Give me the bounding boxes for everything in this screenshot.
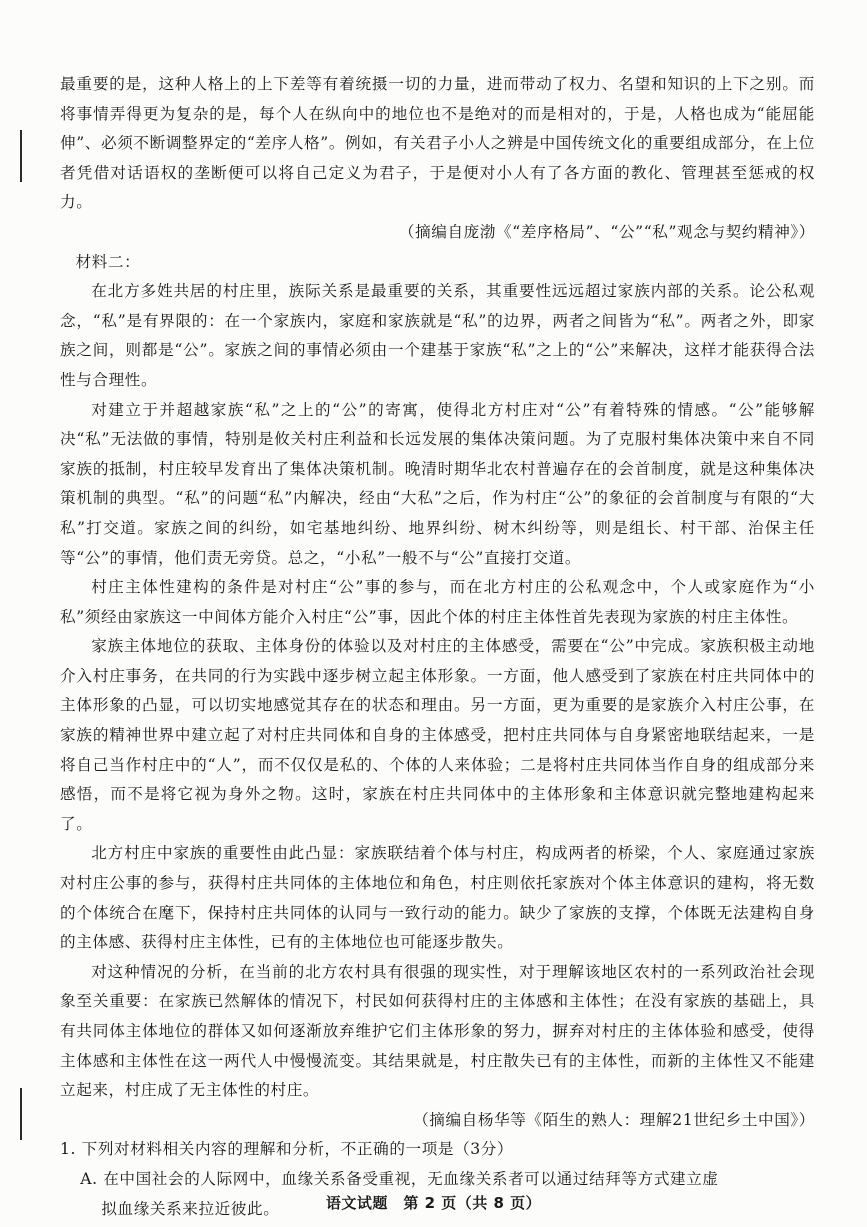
material-paragraph: 在北方多姓共居的村庄里，族际关系是最重要的关系，其重要性远远超过家族内部的关系。论公私观念，“私”是有界限的：在一个家族内，家庭和家族就是“私”的边界，两者之间皆为“私”。两者之外，即家族之间，则都是“公”。家族之间的事情必须由一个建基于家族“私”之上的“公”来解决，这样才能获得合法性与合理性。 bbox=[60, 282, 815, 389]
question-stem: 1. 下列对材料相关内容的理解和分析，不正确的一项是（3分） bbox=[60, 1140, 514, 1159]
material-paragraph: 对这种情况的分析，在当前的北方农村具有很强的现实性，对于理解该地区农村的一系列政治社会现象至关重要：在家族已然解体的情况下，村民如何获得村庄的主体感和主体性；在没有家族的基础上，具有共同体主体地位的群体又如何逐渐放弃维护它们主体形象的努力，摒弃对村庄的主体体验和感受，使得主体感和主体性在这一两代人中慢慢流变。其结果就是，村庄散失已有的主体性，而新的主体性又不能建立起来，村庄成了无主体性的村庄。 bbox=[60, 962, 815, 1100]
material-paragraph: 对建立于并超越家族“私”之上的“公”的寄寓，使得北方村庄对“公”有着特殊的情感。“公”能够解决“私”无法做的事情，特别是攸关村庄利益和长远发展的集体决策问题。为了克服村集体决策中来自不同家族的抵制，村庄较早发育出了集体决策机制。晚清时期华北农村普遍存在的会首制度，就是这种集体决策机制的典型。“私”的问题“私”内解决，经由“大私”之后，作为村庄“公”的象征的会首制度与有限的“大私”打交道。家族之间的纠纷，如宅基地纠纷、地界纠纷、树木纠纷等，则是组长、村干部、治保主任等“公”的事情，他们责无旁贷。总之，“小私”一般不与“公”直接打交道。 bbox=[60, 400, 815, 567]
margin-bar-top bbox=[20, 130, 22, 182]
material-paragraph: 家族主体地位的获取、主体身份的体验以及对村庄的主体感受，需要在“公”中完成。家族积极主动地介入村庄事务，在共同的行为实践中逐步树立起主体形象。一方面，他人感受到了家族在村庄共同体中的主体形象的凸显，可以切实地感觉其存在的状态和理由。另一方面，更为重要的是家族介入村庄公事，在家族的精神世界中建立起了对村庄共同体和自身的主体感受，把村庄共同体与自身紧密地联结起来，一是将自己当作村庄中的“人”，而不仅仅是私的、个体的人来体验；二是将村庄共同体当作自身的组成部分来感悟，而不是将它视为身外之物。这时，家族在村庄共同体中的主体形象和主体意识就完整地建构起来了。 bbox=[60, 637, 815, 833]
continuation-paragraph: 最重要的是，这种人格上的上下差等有着统摄一切的力量，进而带动了权力、名望和知识的上下之别。而将事情弄得更为复杂的是，每个人在纵向中的地位也不是绝对的而是相对的，于是，人格也成为“能屈能伸”、必须不断调整界定的“差序人格”。例如，有关君子小人之辨是中国传统文化的重要组成部分，在上位者凭借对话语权的垄断便可以将自己定义为君子，于是便对小人有了各方面的教化、管理甚至惩戒的权力。 bbox=[60, 75, 815, 212]
option-a-line1: A. 在中国社会的人际网中，血缘关系备受重视，无血缘关系者可以通过结拜等方式建立虚 bbox=[80, 1169, 719, 1188]
page-footer: 语文试题 第 2 页（共 8 页） bbox=[325, 1194, 542, 1212]
material-paragraph: 北方村庄中家族的重要性由此凸显：家族联结着个体与村庄，构成两者的桥梁，个人、家庭通过家族对村庄公事的参与，获得村庄共同体的主体地位和角色，村庄则依托家族对个体主体意识的建构，将无数的个体统合在麾下，保持村庄共同体的认同与一致行动的能力。缺少了家族的支撑，个体既无法建构自身的主体感、获得村庄主体性，已有的主体地位也可能逐步散失。 bbox=[60, 844, 815, 952]
source-citation-1: （摘编自庞渤《“差序格局”、“公”“私”观念与契约精神》） bbox=[398, 222, 815, 241]
document-body bbox=[60, 70, 815, 1224]
material-paragraph: 村庄主体性建构的条件是对村庄“公”事的参与，而在北方村庄的公私观念中，个人或家庭作为“小私”须经由家族这一中间体方能介入村庄“公”事，因此个体的村庄主体性首先表现为家族的村庄主体性。 bbox=[60, 578, 815, 626]
source-citation-2: （摘编自杨华等《陌生的熟人：理解21世纪乡土中国》） bbox=[413, 1110, 815, 1129]
option-a-line2: 拟血缘关系来拉近彼此。 bbox=[101, 1199, 280, 1218]
material-heading: 材料二： bbox=[75, 252, 141, 271]
margin-bar-bottom bbox=[20, 1088, 22, 1140]
